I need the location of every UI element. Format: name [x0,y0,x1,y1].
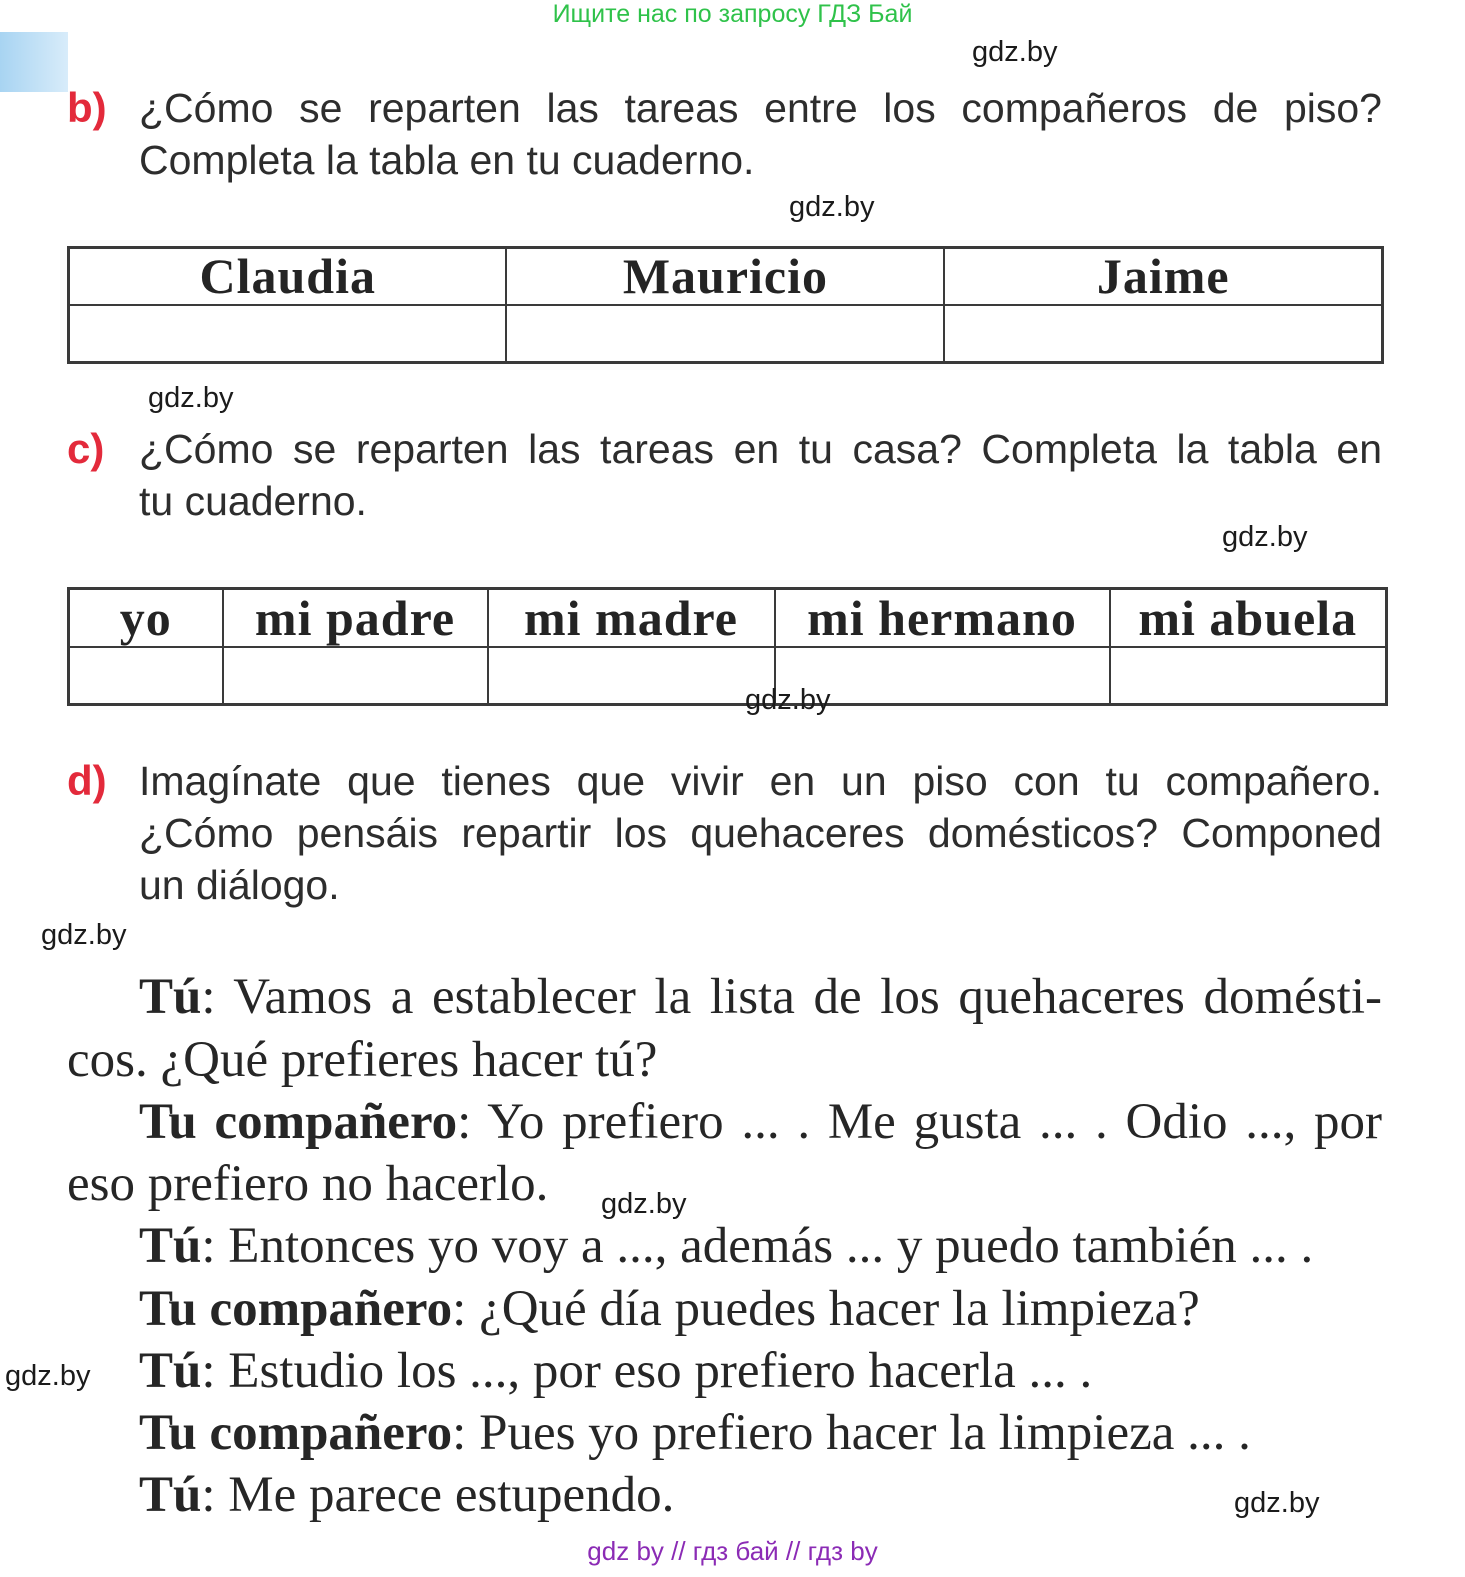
task-c-line-1: ¿Cómo se reparten las tareas en tu casa? Completa la tabla en [139,426,1382,472]
corner-tab [0,32,68,92]
empty-cell [1110,647,1387,705]
task-d-line-1: Imagínate que tienes que vivir en un piso con tu compañero. [139,758,1382,804]
header-mi-padre: mi padre [223,589,488,647]
speaker-companero: Tu compañero [139,1281,453,1337]
dialogue-line-4 [139,1278,1200,1340]
task-d-letter: d) [67,757,107,804]
header-yo: yo [69,589,223,647]
header-mi-hermano: mi hermano [775,589,1110,647]
dialogue-line-3 [139,1215,1313,1277]
watermark: gdz.by [5,1360,91,1392]
watermark: gdz.by [789,191,875,223]
task-b-line-1: ¿Cómo se reparten las tareas entre los compañeros de piso? [139,85,1382,131]
dialogue-text: : Estudio los ..., por eso prefiero hacerla ... . [201,1343,1093,1399]
dialogue-text: : ¿Qué día puedes hacer la limpieza? [452,1281,1200,1337]
dialogue-line-1a [139,966,1382,1028]
empty-cell [944,305,1382,363]
dialogue-text: : Entonces yo voy a ..., además ... y puedo también ... . [201,1218,1314,1274]
speaker-tu: Tú [139,1467,202,1523]
header-claudia: Claudia [69,248,507,305]
empty-cell [69,647,223,705]
watermark: gdz.by [745,684,831,716]
task-c-line-2: tu cuaderno. [139,478,367,524]
dialogue-line-6 [139,1402,1251,1464]
bottom-banner: gdz by // гдз бай // гдз by [587,1536,878,1566]
dialogue-line-5 [139,1340,1092,1402]
speaker-companero: Tu compañero [139,1094,458,1150]
empty-cell [223,647,488,705]
task-d-line-2: ¿Cómo pensáis repartir los quehaceres domésticos? Componed [139,810,1382,856]
empty-cell [506,305,944,363]
dialogue-line-1b: cos. ¿Qué prefieres hacer tú? [67,1032,658,1088]
dialogue-line-7 [139,1464,674,1526]
dialogue-line-2a [139,1091,1382,1153]
header-jaime: Jaime [944,248,1382,305]
watermark: gdz.by [1234,1487,1320,1519]
speaker-tu: Tú [139,1343,202,1399]
task-d-line-3: un diálogo. [139,862,340,908]
header-mi-madre: mi madre [488,589,775,647]
task-b-letter: b) [67,84,107,131]
watermark: gdz.by [601,1188,687,1220]
dialogue-text: : Yo prefiero ... . Me gusta ... . Odio ..., por [457,1094,1382,1150]
speaker-tu: Tú [139,969,202,1025]
header-mauricio: Mauricio [506,248,944,305]
task-b-text [139,82,1382,186]
task-c-table [67,587,1388,706]
watermark: gdz.by [972,36,1058,68]
task-c-letter: c) [67,425,105,472]
watermark: gdz.by [1222,521,1308,553]
header-mi-abuela: mi abuela [1110,589,1387,647]
watermark: gdz.by [41,919,127,951]
empty-cell [488,647,775,705]
task-b-table [67,246,1384,364]
task-c-text [139,423,1382,527]
empty-cell [69,305,507,363]
top-banner: Ищите нас по запросу ГДЗ Бай [552,0,913,28]
dialogue-text: : Pues yo prefiero hacer la limpieza ... . [452,1405,1251,1461]
watermark: gdz.by [148,382,234,414]
dialogue-line-2b: eso prefiero no hacerlo. [67,1156,549,1212]
dialogue-text: : Me parece estupendo. [201,1467,675,1523]
speaker-tu: Tú [139,1218,202,1274]
task-b-line-2: Completa la tabla en tu cuaderno. [139,137,755,183]
speaker-companero: Tu compañero [139,1405,453,1461]
dialogue-text: : Vamos a establecer la lista de los quehaceres domésti- [201,969,1382,1025]
task-d-text [139,755,1382,911]
